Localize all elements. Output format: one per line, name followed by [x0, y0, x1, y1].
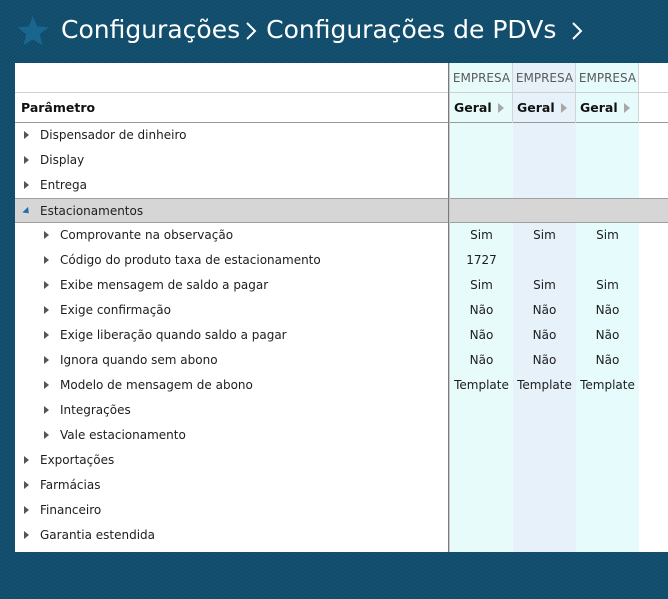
row-label: Garantia estendida — [40, 528, 156, 542]
header-bar — [0, 0, 668, 62]
divider — [449, 63, 450, 552]
column-header-geral[interactable]: Geral — [580, 100, 618, 115]
triangle-right-icon[interactable] — [44, 306, 49, 314]
tree-param-row[interactable] — [15, 348, 668, 373]
tree-param-row[interactable] — [15, 323, 668, 348]
tree-param-row[interactable] — [15, 248, 668, 273]
value-cell[interactable]: Não — [469, 303, 494, 317]
value-cell[interactable]: Template — [517, 378, 572, 392]
triangle-right-icon[interactable] — [44, 406, 49, 414]
value-cell[interactable]: 1727 — [466, 253, 497, 267]
chevron-right-icon — [244, 20, 258, 42]
tree-param-row[interactable] — [15, 223, 668, 248]
tree-param-row[interactable] — [15, 298, 668, 323]
triangle-right-icon[interactable] — [24, 506, 29, 514]
value-cell[interactable]: Sim — [470, 278, 493, 292]
divider — [15, 92, 668, 93]
value-cell[interactable]: Não — [595, 328, 620, 342]
tree-group-row[interactable] — [15, 198, 668, 223]
tree-group-row[interactable] — [15, 173, 668, 198]
row-label: Integrações — [60, 403, 131, 417]
column-header-geral[interactable]: Geral — [517, 100, 555, 115]
row-label: Exige confirmação — [60, 303, 171, 317]
divider — [15, 122, 668, 123]
triangle-right-icon[interactable] — [44, 381, 49, 389]
triangle-right-icon[interactable] — [44, 356, 49, 364]
value-cell[interactable]: Não — [595, 353, 620, 367]
triangle-right-icon[interactable] — [24, 181, 29, 189]
triangle-right-icon[interactable] — [24, 531, 29, 539]
tree-group-row[interactable] — [15, 473, 668, 498]
row-label: Exportações — [40, 453, 115, 467]
column-group-header: EMPRESA — [515, 71, 574, 85]
column-menu-icon[interactable] — [561, 103, 567, 113]
row-label: Vale estacionamento — [60, 428, 186, 442]
breadcrumb — [61, 14, 592, 46]
value-cell[interactable]: Sim — [470, 228, 493, 242]
tree-group-row[interactable] — [15, 148, 668, 173]
row-label: Modelo de mensagem de abono — [60, 378, 253, 392]
parameters-grid — [15, 63, 668, 552]
row-label: Display — [40, 153, 85, 167]
value-cell[interactable]: Não — [595, 303, 620, 317]
column-group-header: EMPRESA — [578, 71, 637, 85]
row-label: Exige liberação quando saldo a pagar — [60, 328, 287, 342]
column-menu-icon[interactable] — [624, 103, 630, 113]
tree-param-row[interactable] — [15, 423, 668, 448]
row-label: Dispensador de dinheiro — [40, 128, 187, 142]
chevron-right-icon — [570, 20, 584, 42]
tree-param-row[interactable] — [15, 398, 668, 423]
tree-param-row[interactable] — [15, 273, 668, 298]
triangle-right-icon[interactable] — [24, 156, 29, 164]
triangle-right-icon[interactable] — [44, 231, 49, 239]
column-header-geral[interactable]: Geral — [454, 100, 492, 115]
tree-param-row[interactable] — [15, 373, 668, 398]
value-cell[interactable]: Sim — [533, 228, 556, 242]
triangle-right-icon[interactable] — [44, 256, 49, 264]
row-label: Código do produto taxa de estacionamento — [60, 253, 321, 267]
value-cell[interactable]: Sim — [596, 228, 619, 242]
breadcrumb-item-configuracoes-pdvs[interactable]: Configurações de PDVs — [266, 15, 557, 44]
row-label: Comprovante na observação — [60, 228, 234, 242]
tree-group-row[interactable] — [15, 498, 668, 523]
column-group-header: EMPRESA — [452, 71, 511, 85]
row-label: Financeiro — [40, 503, 102, 517]
triangle-right-icon[interactable] — [24, 456, 29, 464]
triangle-right-icon[interactable] — [24, 481, 29, 489]
column-menu-icon[interactable] — [498, 103, 504, 113]
value-cell[interactable]: Não — [469, 353, 494, 367]
tree-group-row[interactable] — [15, 123, 668, 148]
star-icon[interactable] — [16, 14, 50, 48]
value-cell[interactable]: Não — [532, 303, 557, 317]
row-label: Estacionamentos — [40, 204, 144, 218]
value-cell[interactable]: Template — [454, 378, 509, 392]
breadcrumb-item-configuracoes[interactable]: Configurações — [61, 15, 241, 44]
triangle-down-icon[interactable] — [22, 207, 31, 216]
triangle-right-icon[interactable] — [24, 131, 29, 139]
value-cell[interactable]: Não — [532, 353, 557, 367]
row-label: Ignora quando sem abono — [60, 353, 218, 367]
row-label: Farmácias — [40, 478, 101, 492]
row-label: Entrega — [40, 178, 87, 192]
triangle-right-icon[interactable] — [44, 281, 49, 289]
value-cell[interactable]: Não — [469, 328, 494, 342]
triangle-right-icon[interactable] — [44, 431, 49, 439]
value-cell[interactable]: Sim — [596, 278, 619, 292]
column-header-parametro[interactable]: Parâmetro — [21, 100, 96, 115]
value-cell[interactable]: Sim — [533, 278, 556, 292]
triangle-right-icon[interactable] — [44, 331, 49, 339]
row-label: Exibe mensagem de saldo a pagar — [60, 278, 269, 292]
tree-group-row[interactable] — [15, 523, 668, 548]
value-cell[interactable]: Template — [580, 378, 635, 392]
value-cell[interactable]: Não — [532, 328, 557, 342]
tree-group-row[interactable] — [15, 448, 668, 473]
